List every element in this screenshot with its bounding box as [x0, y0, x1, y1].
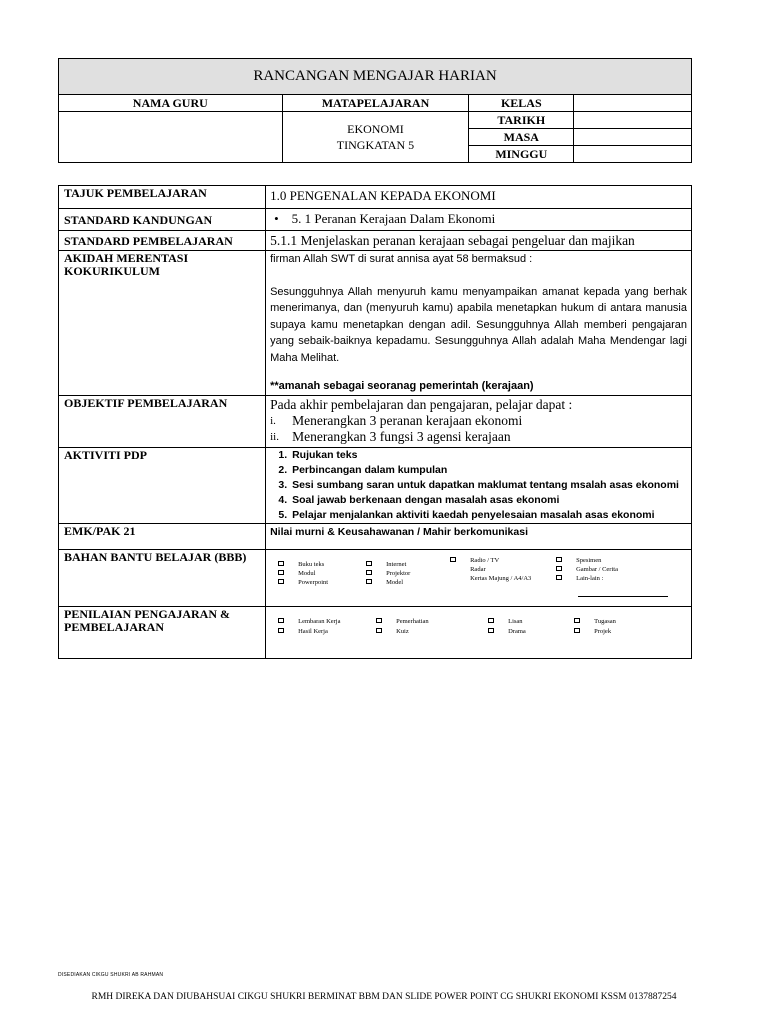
objektif-item-number: i.	[270, 415, 276, 427]
checkbox-projektor[interactable]	[366, 569, 450, 578]
col-matapelajaran: MATAPELAJARAN	[282, 95, 469, 112]
checkbox-lisan[interactable]	[488, 617, 574, 627]
tajuk-value: 1.0 PENGENALAN KEPADA EKONOMI	[266, 186, 692, 209]
objektif-item	[270, 429, 687, 445]
penilaian-label: PENILAIAN PENGAJARAN & PEMBELAJARAN	[59, 607, 266, 659]
checkbox-powerpoint[interactable]	[278, 578, 366, 587]
checkbox-label: Spesimen	[576, 557, 602, 564]
lain-lain-input[interactable]	[578, 589, 668, 597]
header-table	[58, 58, 692, 163]
akidah-cell	[266, 251, 692, 396]
emk-label: EMK/PAK 21	[59, 524, 266, 550]
checkbox-icon	[450, 557, 456, 562]
checkbox-label: Radio / TV	[470, 557, 500, 564]
checkbox-modul[interactable]	[278, 569, 366, 578]
objektif-item-text: Menerangkan 3 fungsi 3 agensi kerajaan	[292, 429, 511, 444]
checkbox-kertas-majung[interactable]	[450, 574, 556, 587]
checkbox-icon	[278, 561, 284, 566]
akidah-intro: firman Allah SWT di surat annisa ayat 58 bermaksud :	[270, 253, 533, 265]
list-item: 2. Perbincangan dalam kumpulan	[290, 463, 687, 478]
checkbox-icon	[366, 570, 372, 575]
standard-pembelajaran-value: 5.1.1 Menjelaskan peranan kerajaan sebagai pengeluar dan majikan	[266, 231, 692, 251]
checkbox-label: Lain-lain :	[576, 575, 604, 582]
list-item: 5. Pelajar menjalankan aktiviti kaedah penyelesaian masalah asas ekonomi	[290, 508, 687, 523]
checkbox-label: Modul	[298, 570, 316, 577]
checkbox-label: Projektor	[386, 570, 411, 577]
checkbox-buku-teks[interactable]	[278, 560, 366, 569]
list-item: 4. Soal jawab berkenaan dengan masalah asas ekonomi	[290, 493, 687, 508]
checkbox-kuiz[interactable]	[376, 627, 488, 637]
bullet-icon: •	[274, 211, 279, 226]
bbb-cell	[266, 550, 692, 607]
prepared-by-note: DISEDIAKAN CIKGU SHUKRI AB RAHMAN	[58, 972, 164, 978]
checkbox-hasil-kerja[interactable]	[278, 627, 376, 637]
standard-pembelajaran-label: STANDARD PEMBELAJARAN	[59, 231, 266, 251]
label-masa: MASA	[469, 129, 574, 146]
page-title: RANCANGAN MENGAJAR HARIAN	[59, 59, 692, 95]
aktiviti-label: AKTIVITI PDP	[59, 448, 266, 524]
checkbox-icon	[556, 566, 562, 571]
checkbox-label: Internet	[386, 561, 407, 568]
akidah-label: AKIDAH MERENTASI KOKURIKULUM	[59, 251, 266, 396]
list-item: 1. Rujukan teks	[290, 448, 687, 463]
checkbox-icon	[488, 618, 494, 623]
emk-value: Nilai murni & Keusahawanan / Mahir berkomunikasi	[266, 524, 692, 550]
objektif-intro: Pada akhir pembelajaran dan pengajaran, pelajar dapat :	[270, 397, 573, 412]
checkbox-label: Gambar / Cerita	[576, 566, 618, 573]
checkbox-icon	[278, 579, 284, 584]
checkbox-icon	[278, 618, 284, 623]
nama-guru-field[interactable]	[59, 112, 283, 163]
list-item: 3. Sesi sumbang saran untuk dapatkan maklumat tentang msalah asas ekonomi	[290, 478, 687, 493]
checkbox-label: Lisan	[508, 618, 523, 625]
checkbox-lembaran-kerja[interactable]	[278, 617, 376, 627]
checkbox-label: Kuiz	[396, 628, 409, 635]
checkbox-icon	[376, 628, 382, 633]
checkbox-drama[interactable]	[488, 627, 574, 637]
checkbox-label: Pemerhatian	[396, 618, 429, 625]
lesson-plan-table	[58, 185, 692, 659]
checkbox-icon	[574, 618, 580, 623]
standard-kandungan-value: 5. 1 Peranan Kerajaan Dalam Ekonomi	[291, 211, 496, 226]
checkbox-model[interactable]	[366, 578, 450, 587]
aktiviti-cell	[266, 448, 692, 524]
checkbox-icon	[278, 628, 284, 633]
checkbox-internet[interactable]	[366, 560, 450, 569]
tarikh-field[interactable]	[574, 112, 692, 129]
checkbox-icon	[574, 628, 580, 633]
checkbox-pemerhatian[interactable]	[376, 617, 488, 627]
akidah-note: **amanah sebagai seoranag pemerintah (kerajaan)	[270, 380, 534, 392]
checkbox-icon	[278, 570, 284, 575]
checkbox-label: Drama	[508, 628, 526, 635]
checkbox-icon	[366, 579, 372, 584]
checkbox-icon	[556, 575, 562, 580]
checkbox-projek[interactable]	[574, 627, 674, 637]
objektif-label: OBJEKTIF PEMBELAJARAN	[59, 396, 266, 448]
penilaian-cell	[266, 607, 692, 659]
checkbox-label: Hasil Kerja	[298, 628, 328, 635]
checkbox-tugasan[interactable]	[574, 617, 674, 627]
minggu-field[interactable]	[574, 146, 692, 163]
checkbox-label: Model	[386, 579, 404, 586]
tajuk-label: TAJUK PEMBELAJARAN	[59, 186, 266, 209]
checkbox-label: Tugasan	[594, 618, 616, 625]
standard-kandungan-label: STANDARD KANDUNGAN	[59, 209, 266, 231]
checkbox-label: Kertas Majung / A4/A3	[470, 575, 532, 582]
objektif-cell	[266, 396, 692, 448]
checkbox-icon	[366, 561, 372, 566]
checkbox-label: Lembaran Kerja	[298, 618, 341, 625]
checkbox-label: Projek	[594, 628, 612, 635]
objektif-item	[270, 413, 687, 429]
checkbox-label: Powerpoint	[298, 579, 329, 586]
subject-level: TINGKATAN 5	[336, 138, 415, 152]
col-nama-guru: NAMA GURU	[59, 95, 283, 112]
checkbox-icon	[376, 618, 382, 623]
col-kelas: KELAS	[469, 95, 574, 112]
page-footer: RMH DIREKA DAN DIUBAHSUAI CIKGU SHUKRI BERMINAT BBM DAN SLIDE POWER POINT CG SHUKRI EKONOMI KSSM 0137887254	[91, 992, 677, 1002]
objektif-item-text: Menerangkan 3 peranan kerajaan ekonomi	[292, 413, 523, 428]
checkbox-label: Radar	[470, 566, 486, 573]
checkbox-label: Buku teks	[298, 561, 325, 568]
subject-cell	[282, 112, 469, 163]
masa-field[interactable]	[574, 129, 692, 146]
label-minggu: MINGGU	[469, 146, 574, 163]
checkbox-icon	[556, 557, 562, 562]
aktiviti-list	[270, 448, 687, 523]
akidah-verse: Sesungguhnya Allah menyuruh kamu menyampaikan amanat kepada yang berhak menerimanya, dan (menyuruh kamu) apabila menetapkan hukum di antara manusia supaya kamu menetapkan dengan adil. Sesungguhnya Allah memberi pengajaran yang sebaik-baiknya kepadamu. Sesungguhnya Allah adalah Maha Mendengar lagi Maha Melihat.	[270, 285, 687, 364]
objektif-item-number: ii.	[270, 431, 279, 443]
kelas-value-field[interactable]	[574, 95, 692, 112]
label-tarikh: TARIKH	[469, 112, 574, 129]
subject-name: EKONOMI	[347, 122, 404, 136]
bbb-label: BAHAN BANTU BELAJAR (BBB)	[59, 550, 266, 607]
checkbox-icon	[488, 628, 494, 633]
standard-kandungan-cell	[266, 209, 692, 231]
